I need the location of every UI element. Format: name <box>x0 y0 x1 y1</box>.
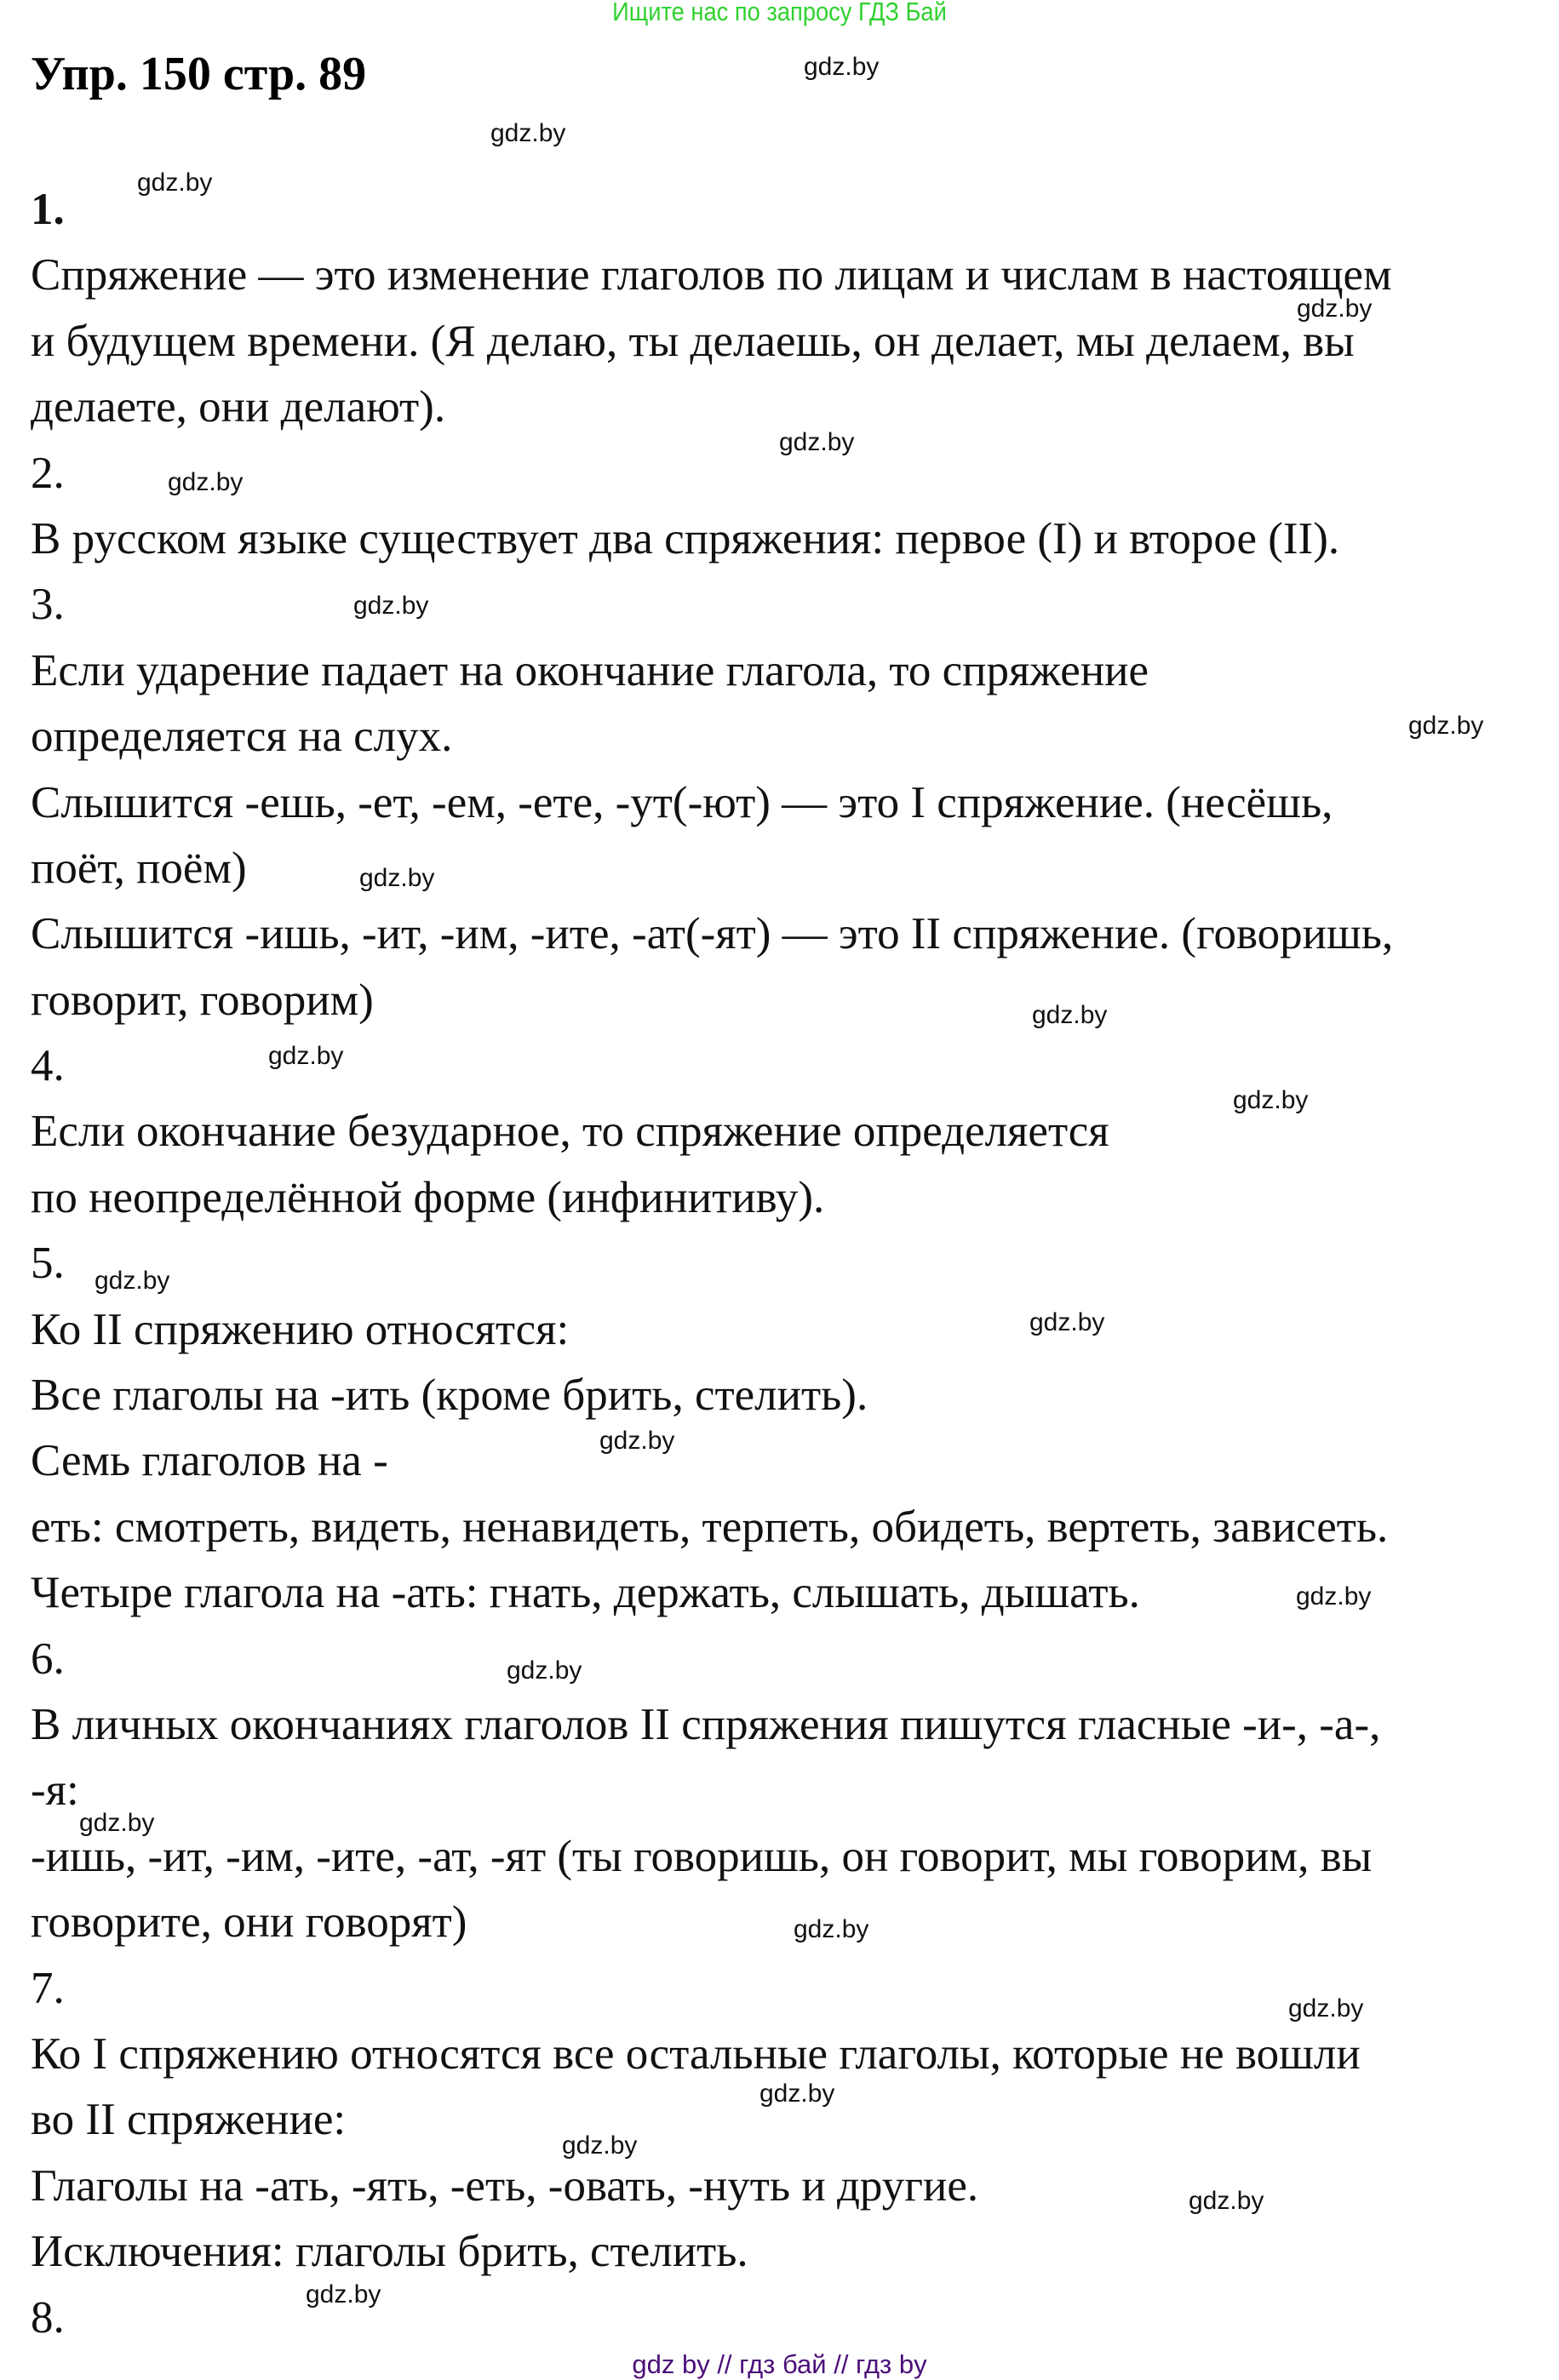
text-line: делаете, они делают). <box>31 382 446 432</box>
watermark: gdz.by <box>490 119 566 147</box>
text-line: -ишь, -ит, -им, -ите, -ат, -ят (ты говоришь, он говорит, мы говорим, вы <box>31 1831 1373 1881</box>
text-line: по неопределённой форме (инфинитиву). <box>31 1172 825 1222</box>
watermark: gdz.by <box>1297 295 1373 323</box>
page-title: Упр. 150 стр. 89 <box>31 48 367 100</box>
watermark: gdz.by <box>1288 1994 1364 2022</box>
answer-text <box>31 177 1393 2351</box>
text-line: поёт, поём) <box>31 843 247 893</box>
watermark: gdz.by <box>1032 1001 1108 1029</box>
text-line: во II спряжение: <box>31 2095 347 2145</box>
watermark: gdz.by <box>562 2131 638 2160</box>
text-line: говорит, говорим) <box>31 975 374 1025</box>
text-line: -я: <box>31 1765 79 1816</box>
watermark: gdz.by <box>794 1915 869 1943</box>
text-line: говорите, они говорят) <box>31 1897 467 1948</box>
text-line: Если ударение падает на окончание глагола, то спряжение <box>31 645 1149 695</box>
text-line: еть: смотреть, видеть, ненавидеть, терпеть, обидеть, вертеть, зависеть. <box>31 1502 1389 1552</box>
text-line: Спряжение — это изменение глаголов по лицам и числам в настоящем <box>31 250 1392 300</box>
item-number: 1. <box>31 185 65 234</box>
watermark: gdz.by <box>1029 1308 1105 1336</box>
text-line: Слышится -ишь, -ит, -им, -ите, -ат(-ят) — это II спряжение. (говоришь, <box>31 909 1394 959</box>
item-number: 8. <box>31 2292 65 2343</box>
watermark: gdz.by <box>1296 1582 1372 1611</box>
watermark: gdz.by <box>759 2080 835 2108</box>
text-line: Четыре глагола на -ать: гнать, держать, слышать, дышать. <box>31 1568 1140 1618</box>
text-line: Все глаголы на -ить (кроме брить, стелить). <box>31 1370 868 1421</box>
watermark: gdz.by <box>168 468 244 496</box>
search-banner[interactable]: Ищите нас по запросу ГДЗ Бай <box>612 0 947 26</box>
text-line: Ко II спряжению относятся: <box>31 1304 570 1354</box>
watermark: gdz.by <box>359 864 435 892</box>
item-number: 4. <box>31 1041 65 1091</box>
text-line: В личных окончаниях глаголов II спряжения пишутся гласные -и-, -а-, <box>31 1699 1381 1749</box>
watermark: gdz.by <box>507 1656 582 1685</box>
text-line: Ко I спряжению относятся все остальные глаголы, которые не вошли <box>31 2028 1361 2079</box>
item-number: 6. <box>31 1633 65 1684</box>
text-line: определяется на слух. <box>31 712 453 762</box>
footer-links[interactable]: gdz by // гдз бай // гдз by <box>632 2349 927 2379</box>
text-line: Исключения: глаголы брить, стелить. <box>31 2227 748 2277</box>
text-line: В русском языке существует два спряжения: первое (I) и второе (II). <box>31 513 1340 564</box>
watermark: gdz.by <box>1408 712 1484 740</box>
item-number: 3. <box>31 580 65 630</box>
watermark: gdz.by <box>79 1809 155 1837</box>
watermark: gdz.by <box>95 1267 170 1295</box>
item-number: 2. <box>31 448 65 498</box>
text-line: Семь глаголов на - <box>31 1436 388 1486</box>
watermark: gdz.by <box>268 1042 344 1070</box>
watermark: gdz.by <box>353 592 429 620</box>
text-line: Слышится -ешь, -ет, -ем, -ете, -ут(-ют) — это I спряжение. (несёшь, <box>31 777 1333 827</box>
text-line: Если окончание безударное, то спряжение определяется <box>31 1107 1109 1157</box>
text-line: Глаголы на -ать, -ять, -еть, -овать, -нуть и другие. <box>31 2160 979 2211</box>
watermark: gdz.by <box>306 2280 381 2308</box>
item-number: 5. <box>31 1239 65 1289</box>
watermark: gdz.by <box>779 428 855 456</box>
watermark: gdz.by <box>1233 1086 1309 1114</box>
item-number: 7. <box>31 1963 65 2013</box>
watermark: gdz.by <box>1189 2187 1264 2215</box>
text-line: и будущем времени. (Я делаю, ты делаешь, он делает, мы делаем, вы <box>31 316 1355 366</box>
watermark: gdz.by <box>599 1427 675 1455</box>
watermark: gdz.by <box>804 53 880 81</box>
watermark: gdz.by <box>137 169 213 197</box>
